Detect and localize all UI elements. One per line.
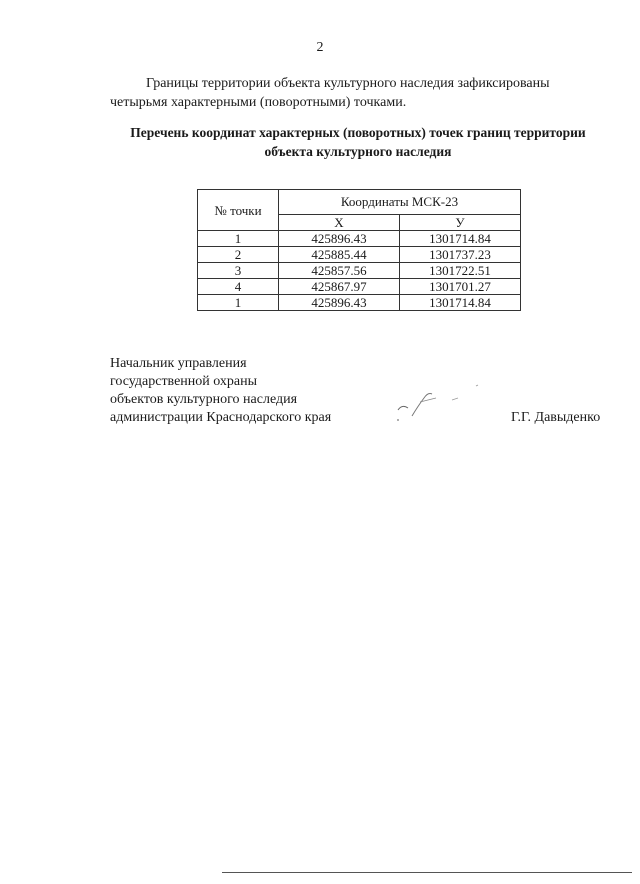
- table-row: [198, 263, 521, 279]
- signatory-line-1: Начальник управления: [110, 356, 247, 371]
- table-heading: [90, 123, 626, 161]
- signatory-title: [110, 355, 331, 427]
- signatory-name: Г.Г. Давыденко: [511, 410, 601, 425]
- signatory-line-3: объектов культурного наследия: [110, 392, 298, 407]
- header-point-number: № точки: [198, 190, 279, 231]
- cell-point: 4: [198, 279, 279, 295]
- table-row: [198, 231, 521, 247]
- cell-x: 425896.43: [279, 231, 400, 247]
- handwritten-signature: [392, 380, 482, 424]
- cell-x: 425867.97: [279, 279, 400, 295]
- table-row: [198, 247, 521, 263]
- cell-y: 1301722.51: [400, 263, 521, 279]
- cell-point: 1: [198, 231, 279, 247]
- intro-text: Границы территории объекта культурного наследия зафиксированы четырьмя характерными (поворотными) точками.: [110, 76, 550, 110]
- cell-x: 425896.43: [279, 295, 400, 311]
- cell-x: 425857.56: [279, 263, 400, 279]
- cell-point: 3: [198, 263, 279, 279]
- header-coordinates: Координаты МСК-23: [279, 190, 521, 215]
- header-x: Х: [279, 215, 400, 231]
- table-row: [198, 279, 521, 295]
- cell-point: 1: [198, 295, 279, 311]
- table-header-row: [198, 190, 521, 215]
- cell-x: 425885.44: [279, 247, 400, 263]
- coordinates-table: [197, 189, 521, 311]
- cell-y: 1301714.84: [400, 231, 521, 247]
- signatory-line-2: государственной охраны: [110, 374, 258, 389]
- cell-y: 1301714.84: [400, 295, 521, 311]
- signatory-line-4: администрации Краснодарского края: [110, 410, 332, 425]
- cell-point: 2: [198, 247, 279, 263]
- cell-y: 1301701.27: [400, 279, 521, 295]
- intro-paragraph: [110, 74, 608, 112]
- table-heading-line-2: объекта культурного наследия: [264, 144, 452, 159]
- table-heading-line-1: Перечень координат характерных (поворотных) точек границ территории: [130, 125, 586, 140]
- page-number: 2: [316, 40, 324, 55]
- cell-y: 1301737.23: [400, 247, 521, 263]
- header-y: У: [400, 215, 521, 231]
- bottom-rule: [222, 872, 632, 873]
- table-row: [198, 295, 521, 311]
